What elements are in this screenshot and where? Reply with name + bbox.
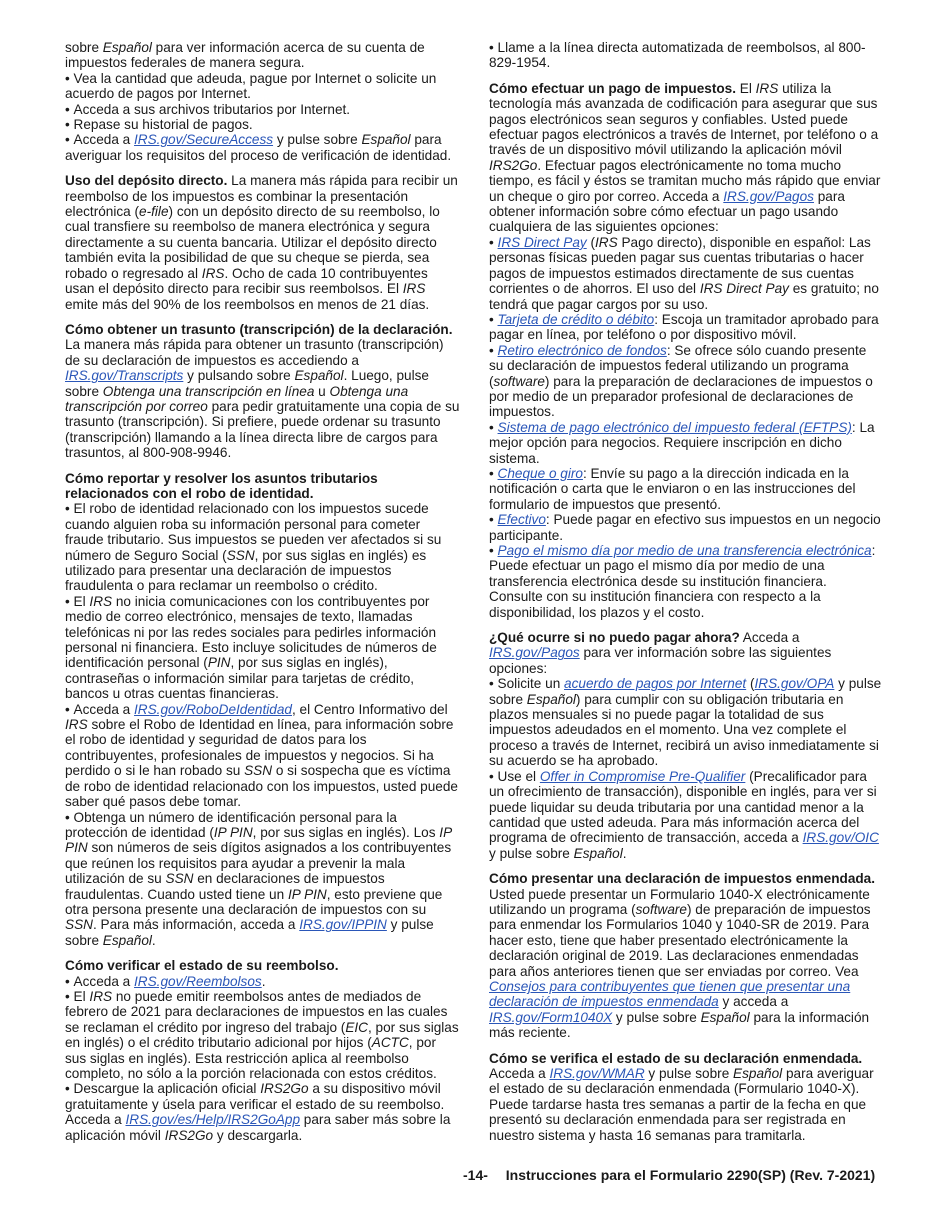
bullet-item: • Solicite un acuerdo de pagos por Internet (IRS.gov/OPA y pulse sobre Español) para cumplir con su obligación tributaria en plazos mensuales si no puede pagar la totalidad de sus impuestos adeudados en el momento. Una vez complete el proceso a través de Internet, recibirá un aviso inmediatamente si su acuerdo se ha aprobado. [489, 676, 881, 768]
bullet-item: • Use el Offer in Compromise Pre-Qualifier (Precalificador para un ofrecimiento de transacción), disponible en inglés, para ver si puede liquidar su deuda tributaria por una cantidad menor a la cantidad que usted adeuda. Para más información acerca del programa de ofrecimiento de transacción, acceda a IRS.gov/OIC y pulse sobre Español. [489, 769, 879, 861]
bullet-item: • Obtenga un número de identificación personal para la protección de identidad (IP PIN, por sus siglas en inglés). Los IP PIN son números de seis dígitos asignados a los contribuyentes que reúnen los requisitos para ayudar a prevenir la mala utilización de su SSN en declaraciones de impuestos fraudulentas. Cuando usted tiene un IP PIN, esto previene que otra persona presente una declaración de impuestos con su SSN. Para más información, acceda a IRS.gov/IPPIN y pulse sobre Español. [65, 810, 452, 948]
left-column [65, 40, 460, 1153]
link-irs2go[interactable]: IRS.gov/es/Help/IRS2GoApp [125, 1112, 301, 1128]
bullet-item: • Retiro electrónico de fondos: Se ofrece sólo cuando presente su declaración de impuestos federal utilizando un programa (software) para la preparación de declaraciones de impuestos o por medio de un preparador profesional de declaraciones de impuestos. [489, 343, 873, 420]
refund-status-section [65, 958, 460, 1143]
link-pagos[interactable]: IRS.gov/Pagos [723, 188, 814, 204]
bullet-item: • Cheque o giro: Envíe su pago a la dirección indicada en la notificación o carta que le enviaron o en las instrucciones del formulario de impuestos que presentó. [489, 466, 856, 512]
section-heading: Cómo verificar el estado de su reembolso. [65, 958, 339, 974]
transcript-paragraph: Cómo obtener un trasunto (transcripción) de la declaración. La manera más rápida para obtener un trasunto (transcripción) de su declaración de impuestos es accediendo a IRS.gov/Transcripts y pulsando sobre Español. Luego, pulse sobre Obtenga una transcripción en línea u Obtenga una transcripción por correo para pedir gratuitamente una copia de su trasunto (transcripción). Si prefiere, puede ordenar su trasunto (transcripción) llamando a la línea directa libre de cargos para trasuntos, al 800-908-9946. [65, 321, 460, 461]
page-number: -14- [463, 1167, 488, 1183]
link-reembolsos[interactable]: IRS.gov/Reembolsos [134, 973, 262, 989]
link-card-payment[interactable]: Tarjeta de crédito o débito [497, 311, 655, 327]
bullet-item: • El IRS no inicia comunicaciones con los contribuyentes por medio de correo electrónico, mensajes de texto, llamadas telefónicas ni por las redes sociales para pedirles información personal ni financiera. Esto incluye solicitudes de números de identificación personal (PIN, por sus siglas en inglés), contraseñas o información similar para tarjetas de crédito, bancos u otras cuentas financieras. [65, 594, 437, 701]
section-heading: Cómo se verifica el estado de su declaración enmendada. [489, 1050, 863, 1066]
bullet-item: • Pago el mismo día por medio de una transferencia electrónica: Puede efectuar un pago el mismo día por medio de una transferencia electrónica desde su institución financiera. Consulte con su institución financiera con respecto a la disponibilidad, los plazos y el costo. [489, 543, 875, 620]
amended-status-section: Cómo se verifica el estado de su declaración enmendada. Acceda a IRS.gov/WMAR y pulse sobre Español para averiguar el estado de su declaración enmendada (Formulario 1040-X). Puede tardarse hasta tres semanas a partir de la fecha en que presentó su declaración enmendada para ser registrada en nuestro sistema y hasta 16 semanas para tramitarla. [489, 1050, 874, 1143]
link-amended-tips[interactable]: Consejos para contribuyentes que tienen que presentar una declaración de impuestos enmendada [489, 978, 851, 1010]
bullet-item: • Efectivo: Puede pagar en efectivo sus impuestos en un negocio participante. [489, 512, 881, 542]
link-pagos-2[interactable]: IRS.gov/Pagos [489, 645, 580, 661]
link-eftps[interactable]: Sistema de pago electrónico del impuesto federal (EFTPS) [497, 419, 852, 435]
link-ippin[interactable]: IRS.gov/IPPIN [299, 917, 387, 933]
bullet-item: • Acceda a IRS.gov/SecureAccess y pulse sobre Español para averiguar los requisitos del proceso de verificación de identidad. [65, 132, 451, 162]
bullet-item: • Llame a la línea directa automatizada de reembolsos, al 800-829-1954. [489, 40, 866, 70]
link-electronic-withdrawal[interactable]: Retiro electrónico de fondos [497, 342, 667, 358]
page-footer [463, 1167, 875, 1183]
bullet-item: • El robo de identidad relacionado con los impuestos sucede cuando alguien roba su información personal para cometer fraude tributario. Sus impuestos se pueden ver afectados si su número de Seguro Social (SSN, por sus siglas en inglés) es utilizado para presentar una declaración de impuestos fraudulenta o para reclamar un reembolso o crédito. [65, 501, 441, 593]
cant-pay-section: ¿Qué ocurre si no puedo pagar ahora? Acceda a IRS.gov/Pagos para ver información sobre las siguientes opciones: • Solicite un acuerdo de pagos por Internet (IRS.gov/OPA y pulse sobre Español) para cumplir con su obligación tributaria en plazos mensuales si no puede pagar la totalidad de sus impuestos adeudados en el momento. Una vez complete el proceso a través de Internet, recibirá un aviso inmediatamente si su acuerdo se ha aprobado. • Use el Offer in Compromise Pre-Qualifier (Precalificador para un ofrecimiento de transacción), disponible en inglés, para ver si puede liquidar su deuda tributaria por una cantidad menor a la cantidad que usted adeuda. Para más información acerca del programa de ofrecimiento de transacción, acceda a IRS.gov/OIC y pulse sobre Español. [489, 630, 884, 861]
direct-deposit-paragraph: Uso del depósito directo. La manera más rápida para recibir un reembolso de los impuestos es combinar la presentación electrónica (e-file) con un depósito directo de su reembolso, lo cual transfiere su reembolso de manera electrónica y segura directamente a su cuenta bancaria. Utilizar el depósito directo también evita la posibilidad de que su cheque se pierda, sea robado o regresado al IRS. Ocho de cada 10 contribuyentes usan el depósito directo para recibir sus reembolsos. El IRS emite más del 90% de los reembolsos en menos de 21 días. [65, 173, 458, 312]
tax-payment-section: Cómo efectuar un pago de impuestos. El IRS utiliza la tecnología más avanzada de codificación para asegurar que sus pagos electrónicos sean seguros y confiables. Usted puede efectuar pagos electrónicos a través de Internet, por teléfono o a través de un dispositivo móvil utilizando la aplicación móvil IRS2Go. Efectuar pagos electrónicamente no toma mucho tiempo, es fácil y éstos se tramitan mucho más rápido que enviar un cheque o giro por correo. Acceda a IRS.gov/Pagos para obtener información sobre cómo efectuar un pago usando cualquiera de las siguientes opciones: • IRS Direct Pay (IRS Pago directo), disponible en español: Las personas físicas pueden pagar sus cuentas tributarias o hacer pagos de impuestos estimados directamente de sus cuentas corrientes o de ahorros. El uso del IRS Direct Pay es gratuito; no tendrá que pagar cargos por su uso. • Tarjeta de crédito o débito: Escoja un tramitador aprobado para pagar en línea, por teléfono o por dispositivo móvil. • Retiro electrónico de fondos: Se ofrece sólo cuando presente su declaración de impuestos federal utilizando un programa (software) para la preparación de declaraciones de impuestos o por medio de un preparador profesional de declaraciones de impuestos. • Sistema de pago electrónico del impuesto federal (EFTPS): La mejor opción para negocios. Requiere inscripción en dicho sistema. • Cheque o giro: Envíe su pago a la dirección indicada en la notificación o carta que le enviaron o en las instrucciones del formulario de impuestos que presentó. • Efectivo: Puede pagar en efectivo sus impuestos en un negocio participante. • Pago el mismo día por medio de una transferencia electrónica: Puede efectuar un pago el mismo día por medio de una transferencia electrónica desde su institución financiera. Consulte con su institución financiera con respecto a la disponibilidad, los plazos y el costo. [489, 81, 884, 620]
section-heading: Cómo obtener un trasunto (transcripción) de la declaración. [65, 321, 453, 337]
link-form1040x[interactable]: IRS.gov/Form1040X [489, 1009, 613, 1025]
right-column [489, 40, 884, 1153]
section-heading: ¿Qué ocurre si no puedo pagar ahora? [489, 630, 740, 646]
securaccess-continuation: sobre Español para ver información acerca de su cuenta de impuestos federales de manera segura. • Vea la cantidad que adeuda, pague por Internet o solicite un acuerdo de pagos por Internet. • Acceda a sus archivos tributarios por Internet. • Repase su historial de pagos. • Acceda a IRS.gov/SecureAccess y pulse sobre Español para averiguar los requisitos del proceso de verificación de identidad. [65, 40, 460, 163]
bullet-item: • IRS Direct Pay (IRS Pago directo), disponible en español: Las personas físicas pueden pagar sus cuentas tributarias o hacer pagos de impuestos estimados directamente de sus cuentas corrientes o de ahorros. El uso del IRS Direct Pay es gratuito; no tendrá que pagar cargos por su uso. [489, 235, 879, 312]
bullet-item: • Repase su historial de pagos. [65, 117, 253, 132]
section-heading: Cómo reportar y resolver los asuntos tributarios relacionados con el robo de identidad. [65, 470, 378, 501]
bullet-item: • Acceda a sus archivos tributarios por Internet. [65, 102, 350, 117]
section-heading: Uso del depósito directo. [65, 173, 228, 189]
refund-hotline-bullet [489, 40, 884, 71]
link-oic[interactable]: IRS.gov/OIC [802, 830, 879, 846]
bullet-item: • Acceda a IRS.gov/Reembolsos. [65, 974, 265, 989]
section-heading: Cómo efectuar un pago de impuestos. [489, 80, 736, 96]
link-check-money-order[interactable]: Cheque o giro [497, 465, 583, 481]
link-online-payment-agreement[interactable]: acuerdo de pagos por Internet [564, 676, 747, 692]
link-oic-prequalifier[interactable]: Offer in Compromise Pre-Qualifier [539, 768, 746, 784]
link-cash[interactable]: Efectivo [497, 512, 546, 528]
link-wmar[interactable]: IRS.gov/WMAR [549, 1066, 645, 1081]
link-direct-pay[interactable]: IRS Direct Pay [497, 234, 587, 250]
bullet-item: • Tarjeta de crédito o débito: Escoja un tramitador aprobado para pagar en línea, por teléfono o por dispositivo móvil. [489, 312, 879, 342]
identity-theft-section [65, 471, 460, 949]
link-robo-identidad[interactable]: IRS.gov/RoboDeIdentidad [134, 701, 292, 717]
amended-return-section: Cómo presentar una declaración de impuestos enmendada. Usted puede presentar un Formulario 1040-X electrónicamente utilizando un programa (software) de preparación de impuestos para enmendar los Formularios 1040 y 1040-SR de 2019. Para hacer esto, tiene que haber presentado electrónicamente la declaración original de 2019. Las declaraciones enmendadas para años anteriores tienen que ser enviadas por correo. Vea Consejos para contribuyentes que tienen que presentar una declaración de impuestos enmendada y acceda a IRS.gov/Form1040X y pulse sobre Español para la información más reciente. [489, 871, 876, 1041]
link-same-day-wire[interactable]: Pago el mismo día por medio de una transferencia electrónica [497, 543, 872, 558]
bullet-item: • Descargue la aplicación oficial IRS2Go a su dispositivo móvil gratuitamente y úsela para verificar el estado de su reembolso. Acceda a IRS.gov/es/Help/IRS2GoApp para saber más sobre la aplicación móvil IRS2Go y descargarla. [65, 1081, 450, 1142]
bullet-item: • Acceda a IRS.gov/RoboDeIdentidad, el Centro Informativo del IRS sobre el Robo de Identidad en línea, para información sobre el robo de identidad y seguridad de datos para los contribuyentes, profesionales de impuestos y negocios. Si ha perdido o si le han robado su SSN o si sospecha que es víctima de robo de identidad relacionado con los impuestos, usted puede saber qué pasos debe tomar. [65, 702, 458, 809]
link-transcripts[interactable]: IRS.gov/Transcripts [65, 368, 184, 384]
section-heading: Cómo presentar una declaración de impuestos enmendada. [489, 871, 876, 887]
bullet-item: • Vea la cantidad que adeuda, pague por Internet o solicite un acuerdo de pagos por Internet. [65, 71, 436, 101]
footer-title: Instrucciones para el Formulario 2290(SP) (Rev. 7-2021) [505, 1167, 876, 1183]
link-secure-access[interactable]: IRS.gov/SecureAccess [134, 132, 274, 148]
link-opa[interactable]: IRS.gov/OPA [754, 676, 835, 692]
bullet-item: • Sistema de pago electrónico del impuesto federal (EFTPS): La mejor opción para negocios. Requiere inscripción en dicho sistema. [489, 420, 875, 466]
bullet-item: • El IRS no puede emitir reembolsos antes de mediados de febrero de 2021 para declaraciones de impuestos en las cuales se reclaman el crédito por ingreso del trabajo (EIC, por sus siglas en inglés) o el crédito tributario adicional por hijos (ACTC, por sus siglas en inglés). Esta restricción aplica al reembolso completo, no sólo a la porción relacionada con estos créditos. [65, 989, 459, 1081]
